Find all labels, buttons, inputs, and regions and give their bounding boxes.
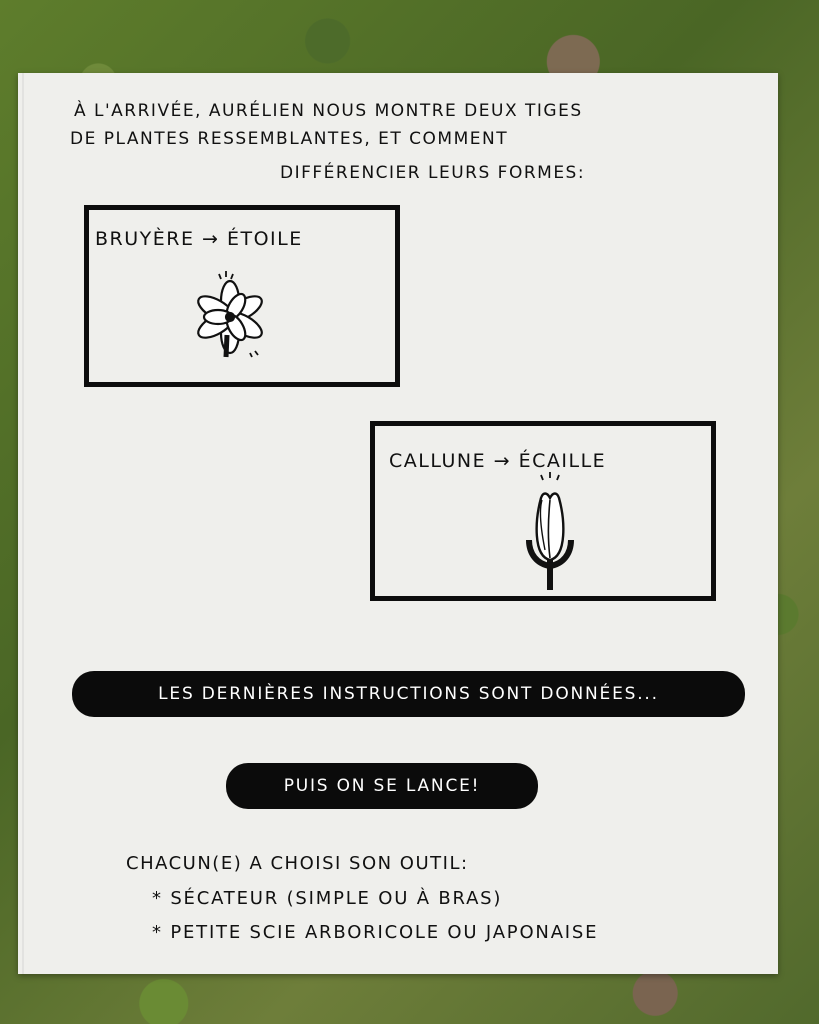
banner-instructions: LES DERNIÈRES INSTRUCTIONS SONT DONNÉES... xyxy=(72,671,745,717)
callune-box xyxy=(370,421,716,601)
intro-line-3: DIFFÉRENCIER LEURS FORMES: xyxy=(280,163,586,183)
star-flower-icon xyxy=(180,265,280,365)
tools-heading: CHACUN(E) A CHOISI SON OUTIL: xyxy=(126,853,469,874)
scale-bud-icon xyxy=(515,470,585,590)
banner-start: PUIS ON SE LANCE! xyxy=(226,763,538,809)
sketchbook-page xyxy=(18,73,778,974)
bruyere-box xyxy=(84,205,400,387)
bruyere-label: BRUYÈRE → ÉTOILE xyxy=(95,228,303,250)
tools-item-scie: * PETITE SCIE ARBORICOLE OU JAPONAISE xyxy=(152,922,599,943)
intro-line-2: DE PLANTES RESSEMBLANTES, ET COMMENT xyxy=(70,129,509,149)
tools-item-secateur: * SÉCATEUR (SIMPLE OU À BRAS) xyxy=(152,888,503,909)
intro-line-1: À L'ARRIVÉE, AURÉLIEN NOUS MONTRE DEUX TIGES xyxy=(74,101,583,121)
page-fold xyxy=(22,73,24,974)
callune-label: CALLUNE → ÉCAILLE xyxy=(389,450,607,472)
tools-list xyxy=(152,888,598,956)
